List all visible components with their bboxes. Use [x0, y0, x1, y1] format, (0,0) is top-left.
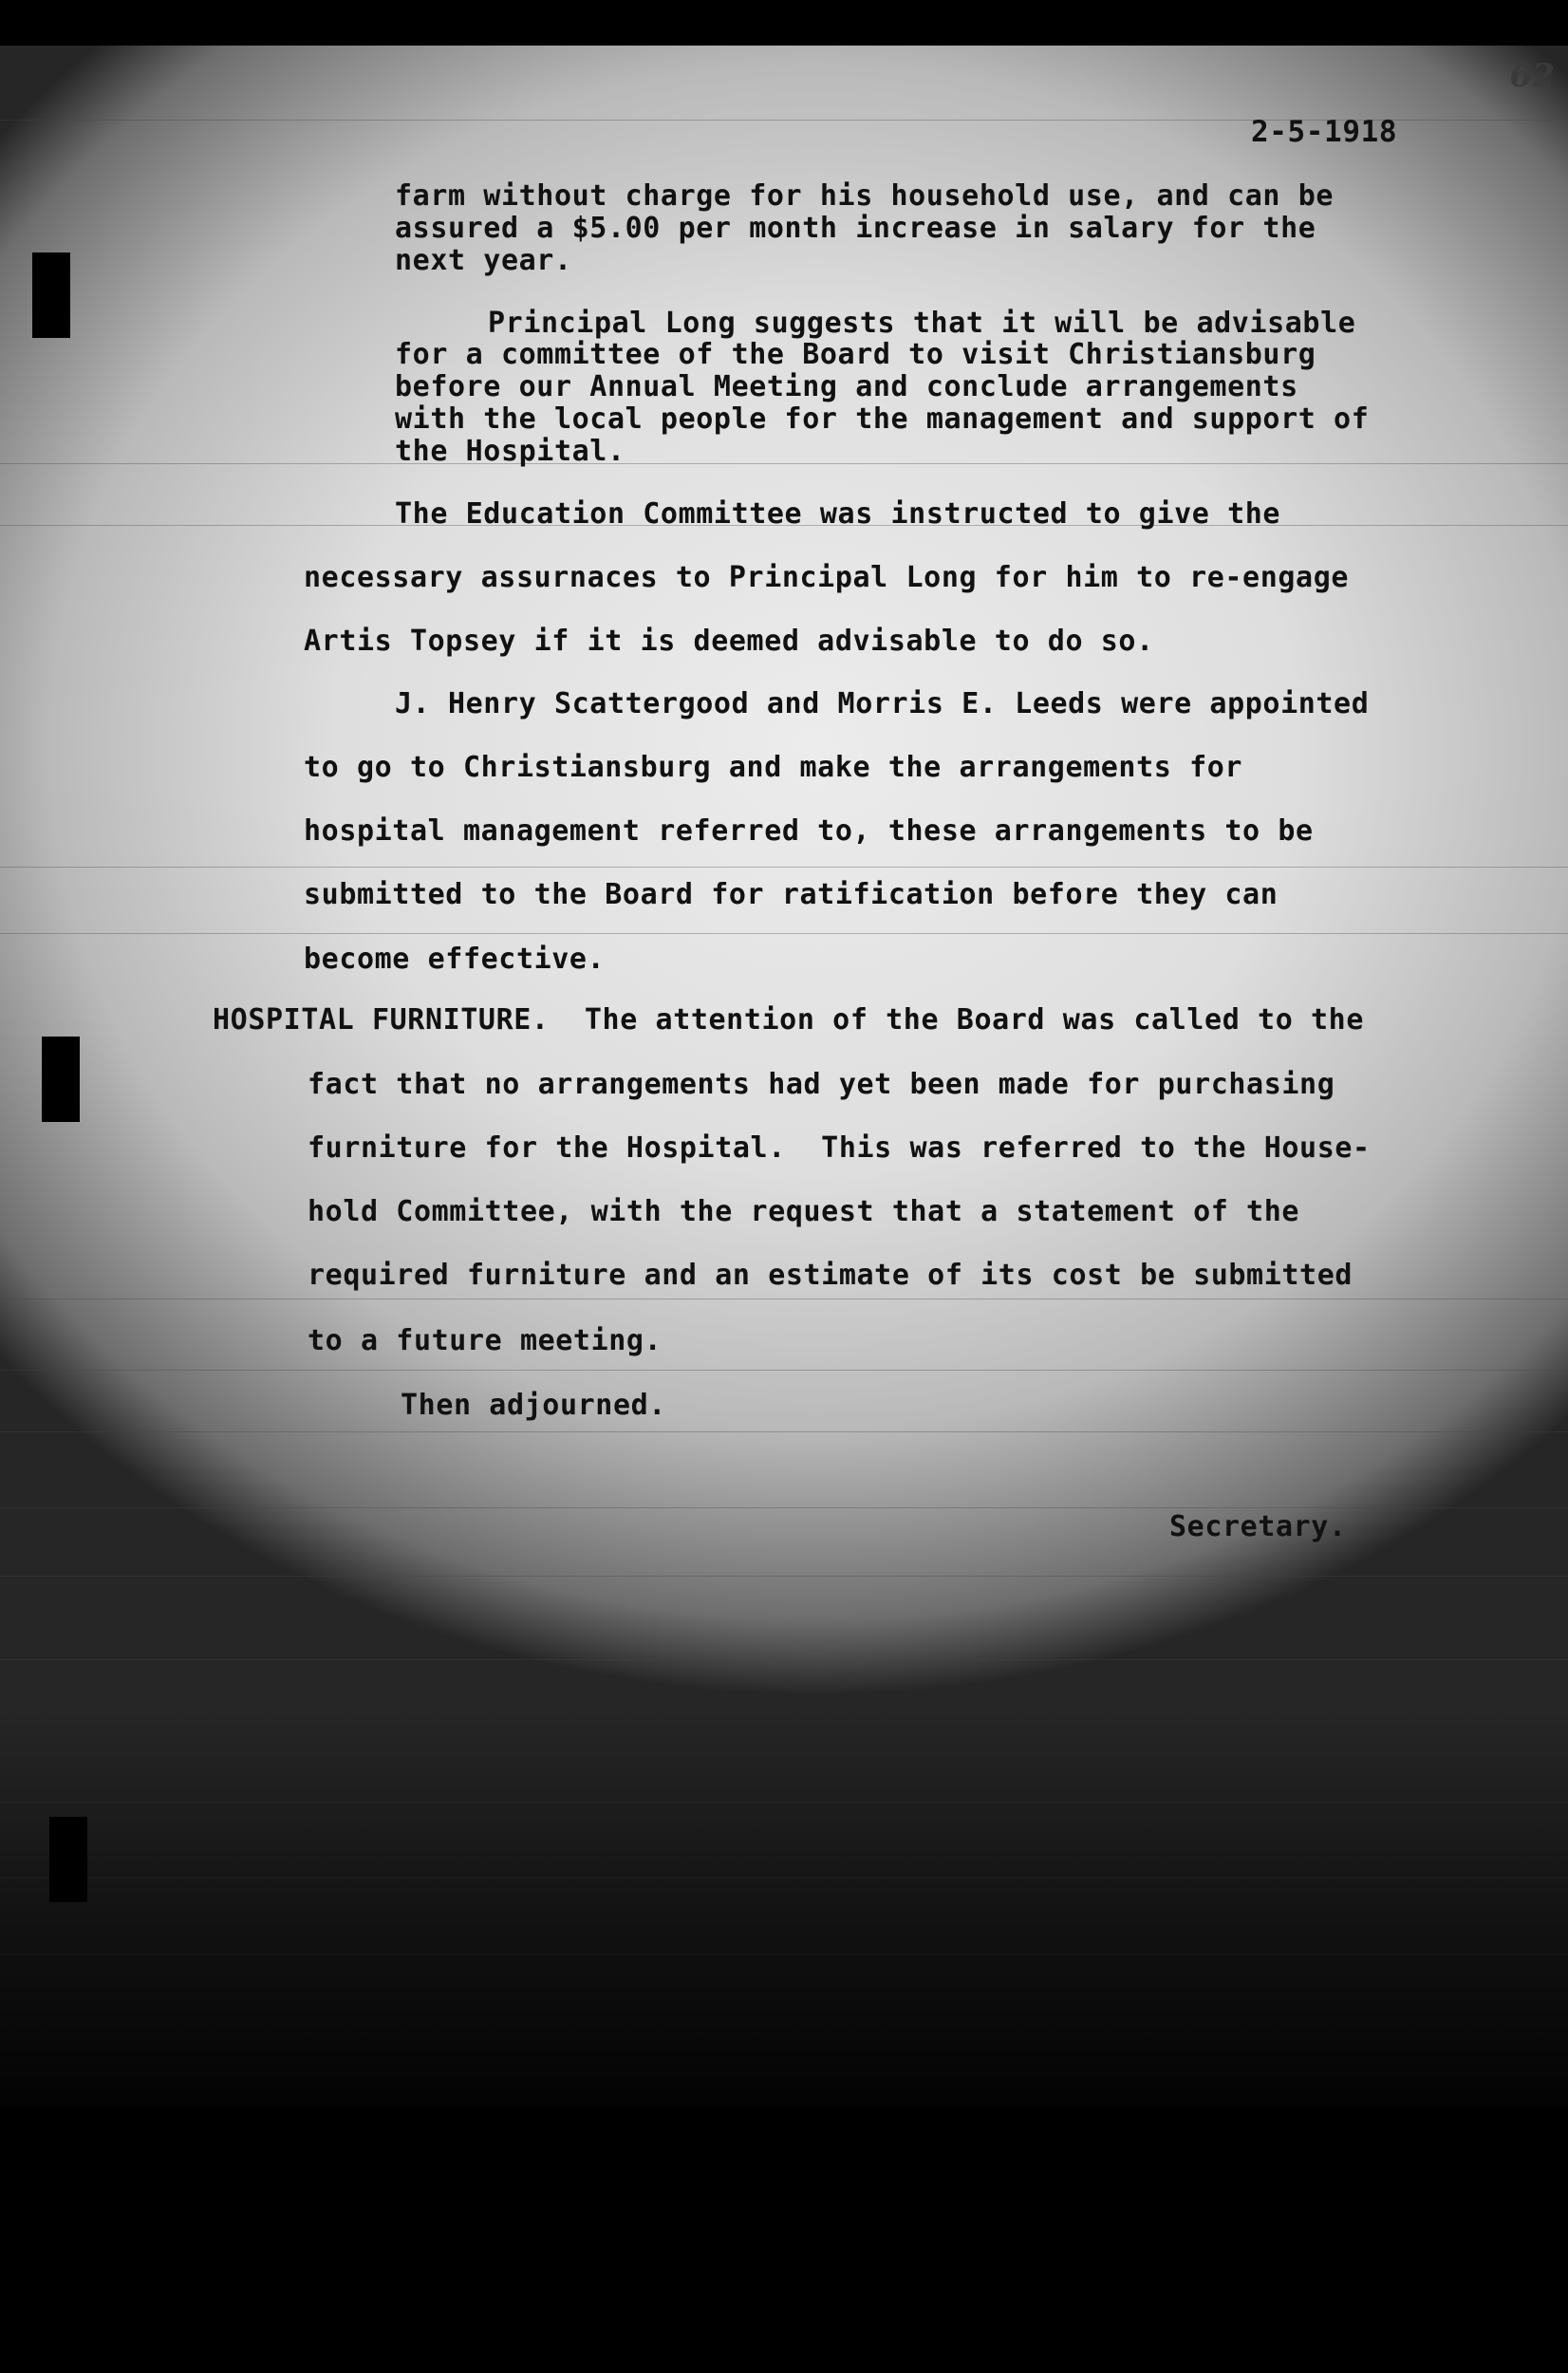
- text-line: submitted to the Board for ratification before they can: [304, 878, 1279, 911]
- text-line: necessary assurnaces to Principal Long for him to re-engage: [304, 561, 1350, 594]
- text-line: Artis Topsey if it is deemed advisable to do so.: [304, 625, 1154, 658]
- text-line: for a committee of the Board to visit Christiansburg: [395, 338, 1316, 371]
- text-line: required furniture and an estimate of its cost be submitted: [308, 1259, 1353, 1292]
- text-line: Then adjourned.: [401, 1389, 666, 1422]
- text-line: farm without charge for his household use, and can be: [395, 179, 1335, 213]
- binder-mark-middle: [42, 1037, 80, 1122]
- section-heading-line: HOSPITAL FURNITURE. The attention of the Board was called to the: [213, 1003, 1364, 1037]
- text-line: before our Annual Meeting and conclude arrangements: [395, 370, 1298, 403]
- text-line: The Education Committee was instructed to give the: [395, 497, 1281, 531]
- signature-label: Secretary.: [1169, 1510, 1347, 1543]
- text-line: J. Henry Scattergood and Morris E. Leeds were appointed: [395, 687, 1370, 720]
- text-line: the Hospital.: [395, 435, 625, 468]
- text-line: hospital management referred to, these arrangements to be: [304, 814, 1314, 848]
- binder-mark-top: [32, 252, 70, 338]
- text-line: with the local people for the management and support of: [395, 402, 1370, 436]
- text-line: Principal Long suggests that it will be advisable: [488, 307, 1356, 340]
- page-number: 62: [1509, 57, 1555, 95]
- document-date: 2-5-1918: [1251, 115, 1398, 149]
- text-line: to a future meeting.: [308, 1324, 663, 1357]
- text-line: assured a $5.00 per month increase in salary for the: [395, 212, 1316, 245]
- text-line: become effective.: [304, 943, 606, 976]
- text-line: hold Committee, with the request that a statement of the: [308, 1195, 1300, 1228]
- text-line: next year.: [395, 244, 572, 277]
- text-line: furniture for the Hospital. This was referred to the House-: [308, 1131, 1371, 1165]
- binder-mark-bottom: [49, 1817, 87, 1902]
- text-line: fact that no arrangements had yet been made for purchasing: [308, 1068, 1335, 1101]
- text-line: to go to Christiansburg and make the arrangements for: [304, 751, 1243, 784]
